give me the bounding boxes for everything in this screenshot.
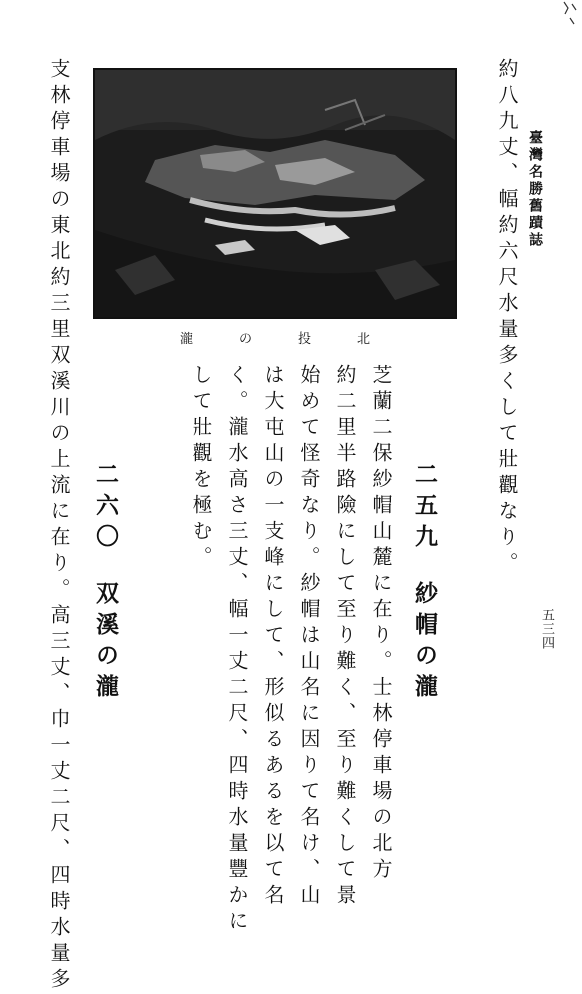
page-number: 五三四 (539, 608, 554, 650)
section-259-heading (413, 462, 436, 705)
section-260-line: 支林停車場の東北約三里双溪川の上流に在り。高三丈、巾一丈二尺、四時水量多 (47, 58, 71, 994)
photo-caption (180, 328, 370, 347)
caption-char: 投 (297, 332, 311, 347)
caption-char: 北 (356, 332, 370, 347)
running-header: 臺灣名勝舊蹟誌 (527, 130, 543, 249)
section-259-line: 約二里半路險にして至り難く、至り難くして景 (333, 364, 357, 910)
caption-char: の (238, 332, 252, 347)
section-259-name: 紗帽の瀧 (411, 581, 438, 705)
continued-text-line: 約八九丈、幅約六尺水量多くして壯觀なり。 (495, 58, 519, 578)
section-260-heading (94, 462, 117, 705)
section-259-line: して壯觀を極む。 (189, 364, 213, 572)
scan-edge-mark (560, 0, 582, 28)
caption-char: 瀧 (180, 332, 194, 347)
section-260-name: 双溪の瀧 (92, 581, 119, 705)
section-259-line: く。瀧水高さ三丈、幅一丈二尺、四時水量豐かに (225, 364, 249, 936)
waterfall-photo (93, 68, 457, 319)
section-259-line: 芝蘭二保紗帽山麓に在り。士林停車場の北方 (369, 364, 393, 884)
section-259-line: は大屯山の一支峰にして、形似るあるを以て名 (261, 364, 285, 910)
section-260-number: 二六〇 (92, 462, 119, 555)
section-259-number: 二五九 (411, 462, 438, 555)
section-259-line: 始めて怪奇なり。紗帽は山名に因りて名け、山 (297, 364, 321, 910)
